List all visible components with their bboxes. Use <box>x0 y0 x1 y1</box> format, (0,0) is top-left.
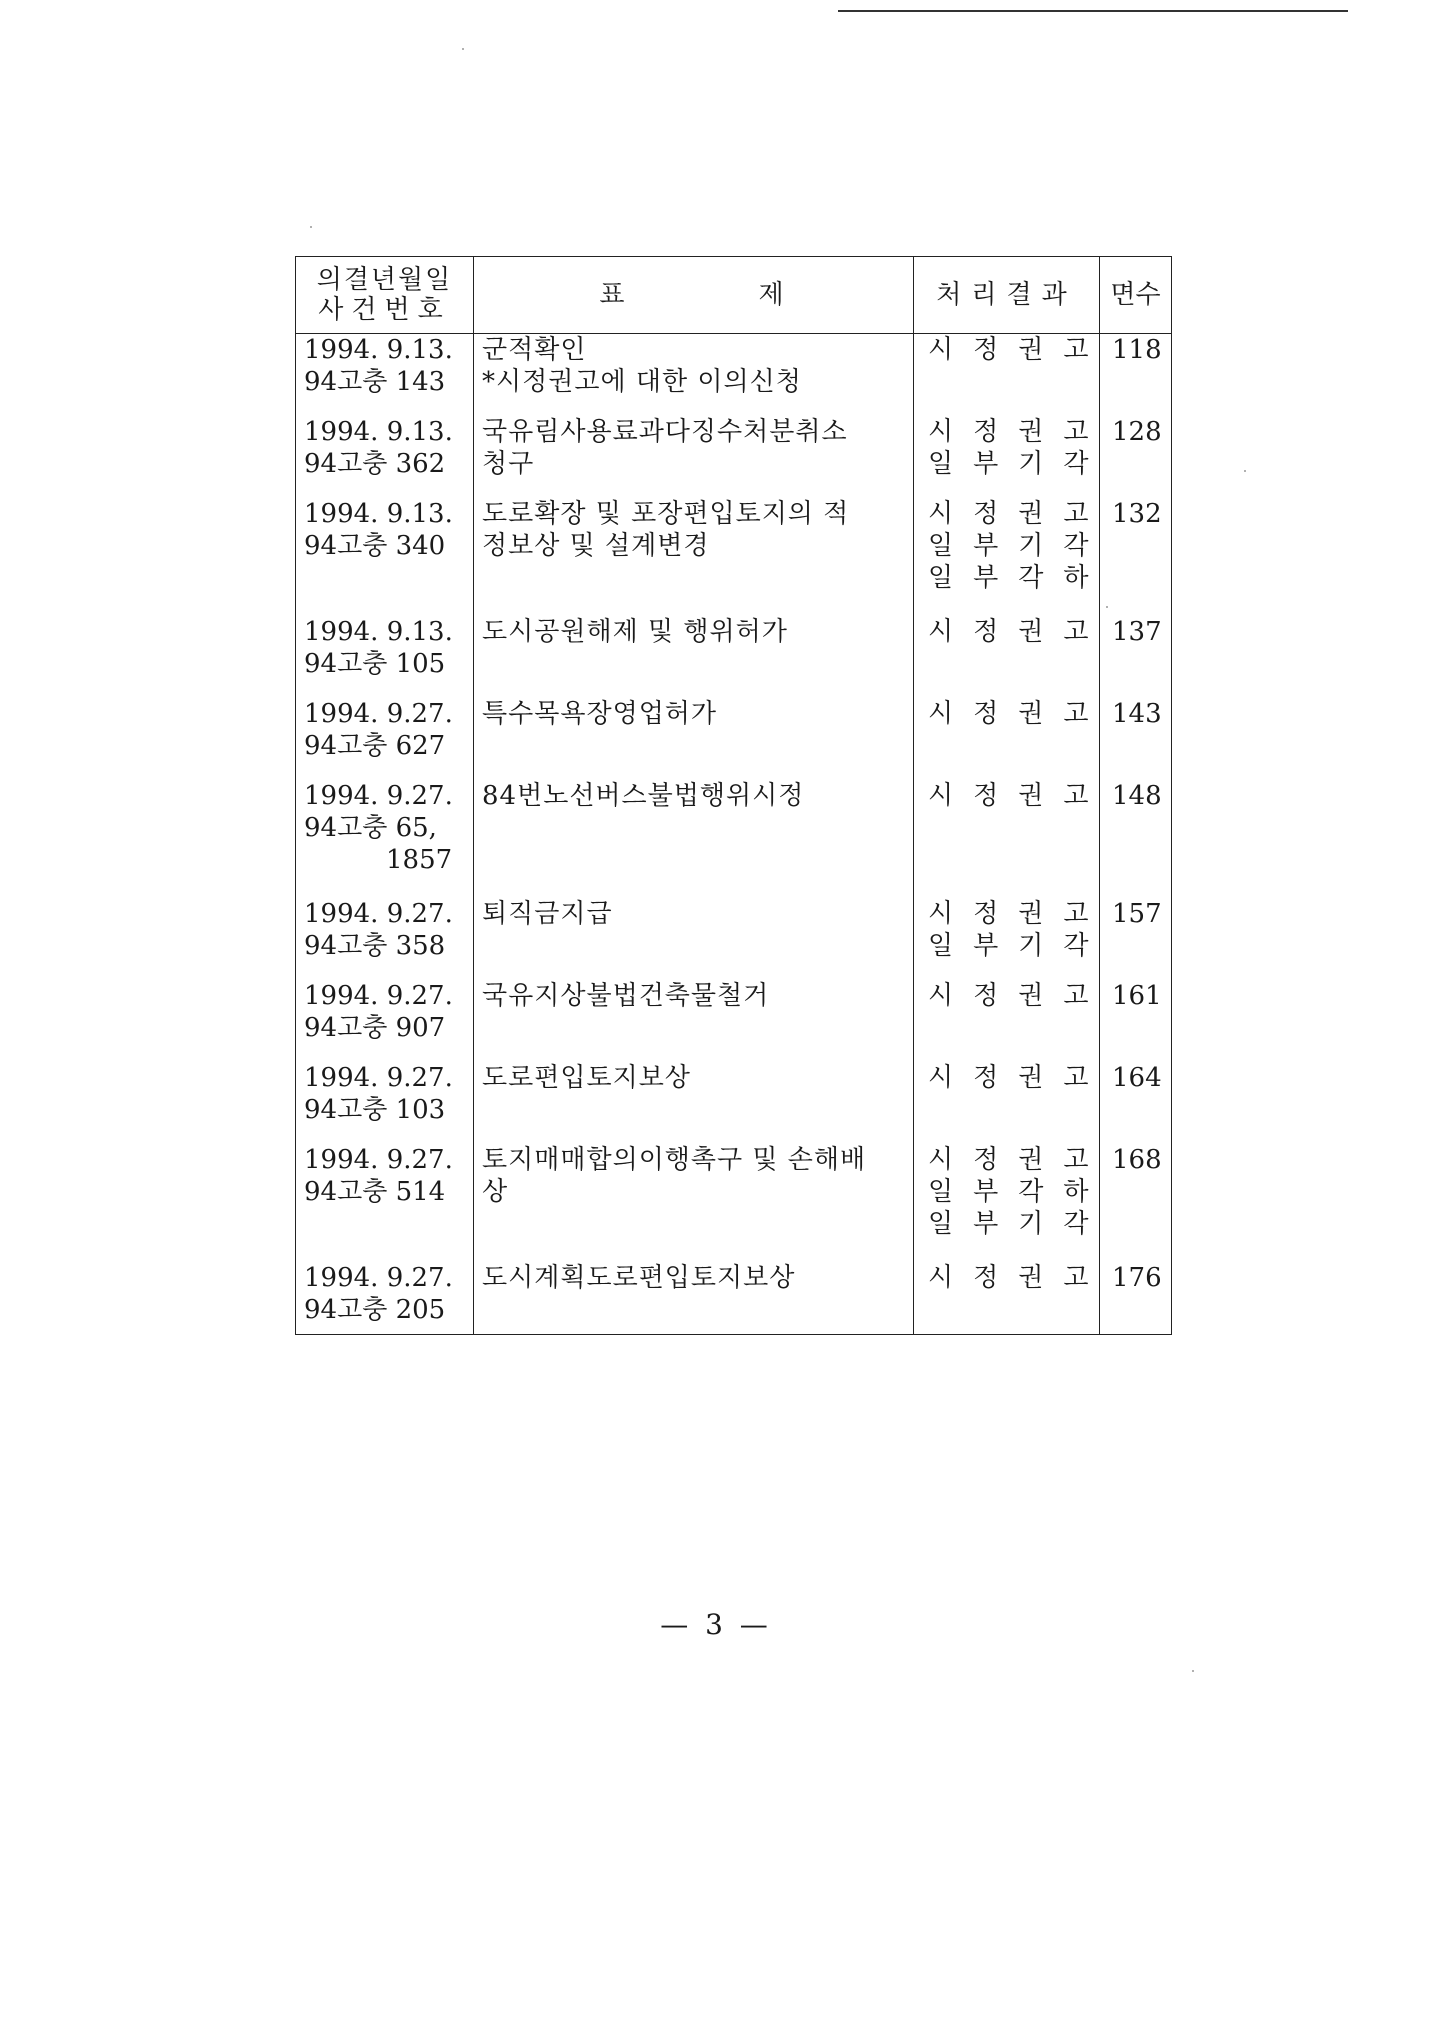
table-row <box>296 616 1172 698</box>
pages-cell: 132 <box>1100 498 1172 616</box>
result-line: 일부기각 <box>928 1209 1109 1239</box>
header-title <box>474 257 914 334</box>
case-number: 94고충 340 <box>304 531 446 561</box>
decision-date: 1994. 9.13. <box>304 335 453 365</box>
title-line: 군적확인 <box>482 335 587 365</box>
title-line: 84번노선버스불법행위시정 <box>482 781 805 811</box>
result-line: 일부기각 <box>928 531 1109 561</box>
date-case-cell <box>296 1062 474 1144</box>
title-line: 퇴직금지급 <box>482 899 613 929</box>
title-line: 토지매매합의이행촉구 및 손해배 <box>482 1145 867 1175</box>
decision-date: 1994. 9.27. <box>304 899 453 929</box>
decision-date: 1994. 9.27. <box>304 781 453 811</box>
header-title-part2: 제 <box>758 280 788 310</box>
table-header <box>296 257 1172 334</box>
case-number: 94고충 627 <box>304 731 446 761</box>
title-cell <box>474 980 914 1062</box>
decision-date: 1994. 9.27. <box>304 1063 453 1093</box>
title-line: 특수목욕장영업허가 <box>482 699 718 729</box>
title-cell <box>474 780 914 898</box>
table-row <box>296 1144 1172 1262</box>
title-line: 도로편입토지보상 <box>482 1063 691 1093</box>
title-cell <box>474 416 914 498</box>
header-date-label: 의결년월일 <box>316 265 453 295</box>
title-line: 국유지상불법건축물철거 <box>482 981 770 1011</box>
table-row <box>296 698 1172 780</box>
date-case-cell <box>296 698 474 780</box>
result-line: 시정권고 <box>928 1263 1109 1293</box>
result-line: 시정권고 <box>928 981 1109 1011</box>
header-pages: 면수 <box>1100 257 1172 334</box>
date-case-cell <box>296 1262 474 1335</box>
header-date-case <box>296 257 474 334</box>
result-line: 시정권고 <box>928 1145 1109 1175</box>
pages-cell: 128 <box>1100 416 1172 498</box>
table-row <box>296 334 1172 417</box>
result-line: 시정권고 <box>928 899 1109 929</box>
result-cell <box>914 498 1109 616</box>
table-row <box>296 1062 1172 1144</box>
case-number: 94고충 205 <box>304 1295 446 1325</box>
case-number: 94고충 907 <box>304 1013 446 1043</box>
title-line: *시정권고에 대한 이의신청 <box>482 367 802 397</box>
date-case-cell <box>296 334 474 417</box>
pages-cell: 148 <box>1100 780 1172 898</box>
pages-cell: 137 <box>1100 616 1172 698</box>
title-line: 국유림사용료과다징수처분취소 <box>482 417 848 447</box>
title-cell <box>474 616 914 698</box>
result-cell <box>914 1062 1109 1144</box>
page-number: — 3 — <box>660 1608 772 1641</box>
scan-speck <box>310 226 312 228</box>
date-case-cell <box>296 498 474 616</box>
scan-speck <box>1192 1670 1194 1672</box>
header-row <box>296 257 1172 334</box>
decision-date: 1994. 9.13. <box>304 499 453 529</box>
result-line: 시정권고 <box>928 617 1109 647</box>
table-row <box>296 898 1172 980</box>
result-cell <box>914 780 1109 898</box>
pages-cell: 176 <box>1100 1262 1172 1335</box>
case-number: 94고충 514 <box>304 1177 446 1207</box>
result-cell <box>914 898 1109 980</box>
title-line: 도로확장 및 포장편입토지의 적 <box>482 499 850 529</box>
pages-cell: 143 <box>1100 698 1172 780</box>
decision-date: 1994. 9.13. <box>304 617 453 647</box>
title-cell <box>474 1062 914 1144</box>
table-body <box>296 334 1172 1335</box>
title-line: 정보상 및 설계변경 <box>482 531 710 561</box>
case-number-continued: 1857 <box>386 845 453 875</box>
decision-date: 1994. 9.27. <box>304 1145 453 1175</box>
decision-date: 1994. 9.13. <box>304 417 453 447</box>
case-number: 94고충 358 <box>304 931 446 961</box>
date-case-cell <box>296 898 474 980</box>
case-number: 94고충 65, <box>304 813 437 843</box>
pages-cell: 168 <box>1100 1144 1172 1262</box>
result-line: 시정권고 <box>928 781 1109 811</box>
title-cell <box>474 698 914 780</box>
table-row <box>296 416 1172 498</box>
table-row <box>296 498 1172 616</box>
result-line: 일부각하 <box>928 1177 1109 1207</box>
title-line: 청구 <box>482 449 535 479</box>
title-cell <box>474 498 914 616</box>
scan-speck <box>1244 470 1246 472</box>
result-line: 일부기각 <box>928 449 1109 479</box>
pages-cell: 118 <box>1100 334 1172 417</box>
case-number: 94고충 143 <box>304 367 446 397</box>
result-line: 일부각하 <box>928 563 1109 593</box>
header-title-part1: 표 <box>599 280 629 310</box>
decision-date: 1994. 9.27. <box>304 981 453 1011</box>
table-row <box>296 1262 1172 1335</box>
result-line: 시정권고 <box>928 699 1109 729</box>
pages-cell: 157 <box>1100 898 1172 980</box>
decision-date: 1994. 9.27. <box>304 699 453 729</box>
result-cell <box>914 1144 1109 1262</box>
result-line: 시정권고 <box>928 1063 1109 1093</box>
title-cell <box>474 898 914 980</box>
date-case-cell <box>296 616 474 698</box>
result-line: 시정권고 <box>928 335 1109 365</box>
case-number: 94고충 103 <box>304 1095 446 1125</box>
result-cell <box>914 1262 1109 1335</box>
result-line: 시정권고 <box>928 499 1109 529</box>
title-cell <box>474 1262 914 1335</box>
result-cell <box>914 698 1109 780</box>
title-cell <box>474 334 914 417</box>
header-result: 처리결과 <box>914 257 1100 334</box>
table-row <box>296 780 1172 898</box>
date-case-cell <box>296 416 474 498</box>
title-line: 도시계획도로편입토지보상 <box>482 1263 796 1293</box>
case-number: 94고충 105 <box>304 649 446 679</box>
decision-date: 1994. 9.27. <box>304 1263 453 1293</box>
pages-cell: 161 <box>1100 980 1172 1062</box>
title-line: 도시공원해제 및 행위허가 <box>482 617 788 647</box>
header-case-label: 사건번호 <box>318 295 451 325</box>
pages-cell: 164 <box>1100 1062 1172 1144</box>
top-rule <box>838 10 1348 12</box>
case-number: 94고충 362 <box>304 449 446 479</box>
result-cell <box>914 334 1109 417</box>
result-line: 일부기각 <box>928 931 1109 961</box>
date-case-cell <box>296 780 474 898</box>
date-case-cell <box>296 980 474 1062</box>
result-line: 시정권고 <box>928 417 1109 447</box>
result-cell <box>914 416 1109 498</box>
title-line: 상 <box>482 1177 509 1207</box>
decision-list-table <box>295 256 1172 1335</box>
title-cell <box>474 1144 914 1262</box>
scan-speck <box>462 48 464 50</box>
result-cell <box>914 616 1109 698</box>
result-cell <box>914 980 1109 1062</box>
table-row <box>296 980 1172 1062</box>
date-case-cell <box>296 1144 474 1262</box>
